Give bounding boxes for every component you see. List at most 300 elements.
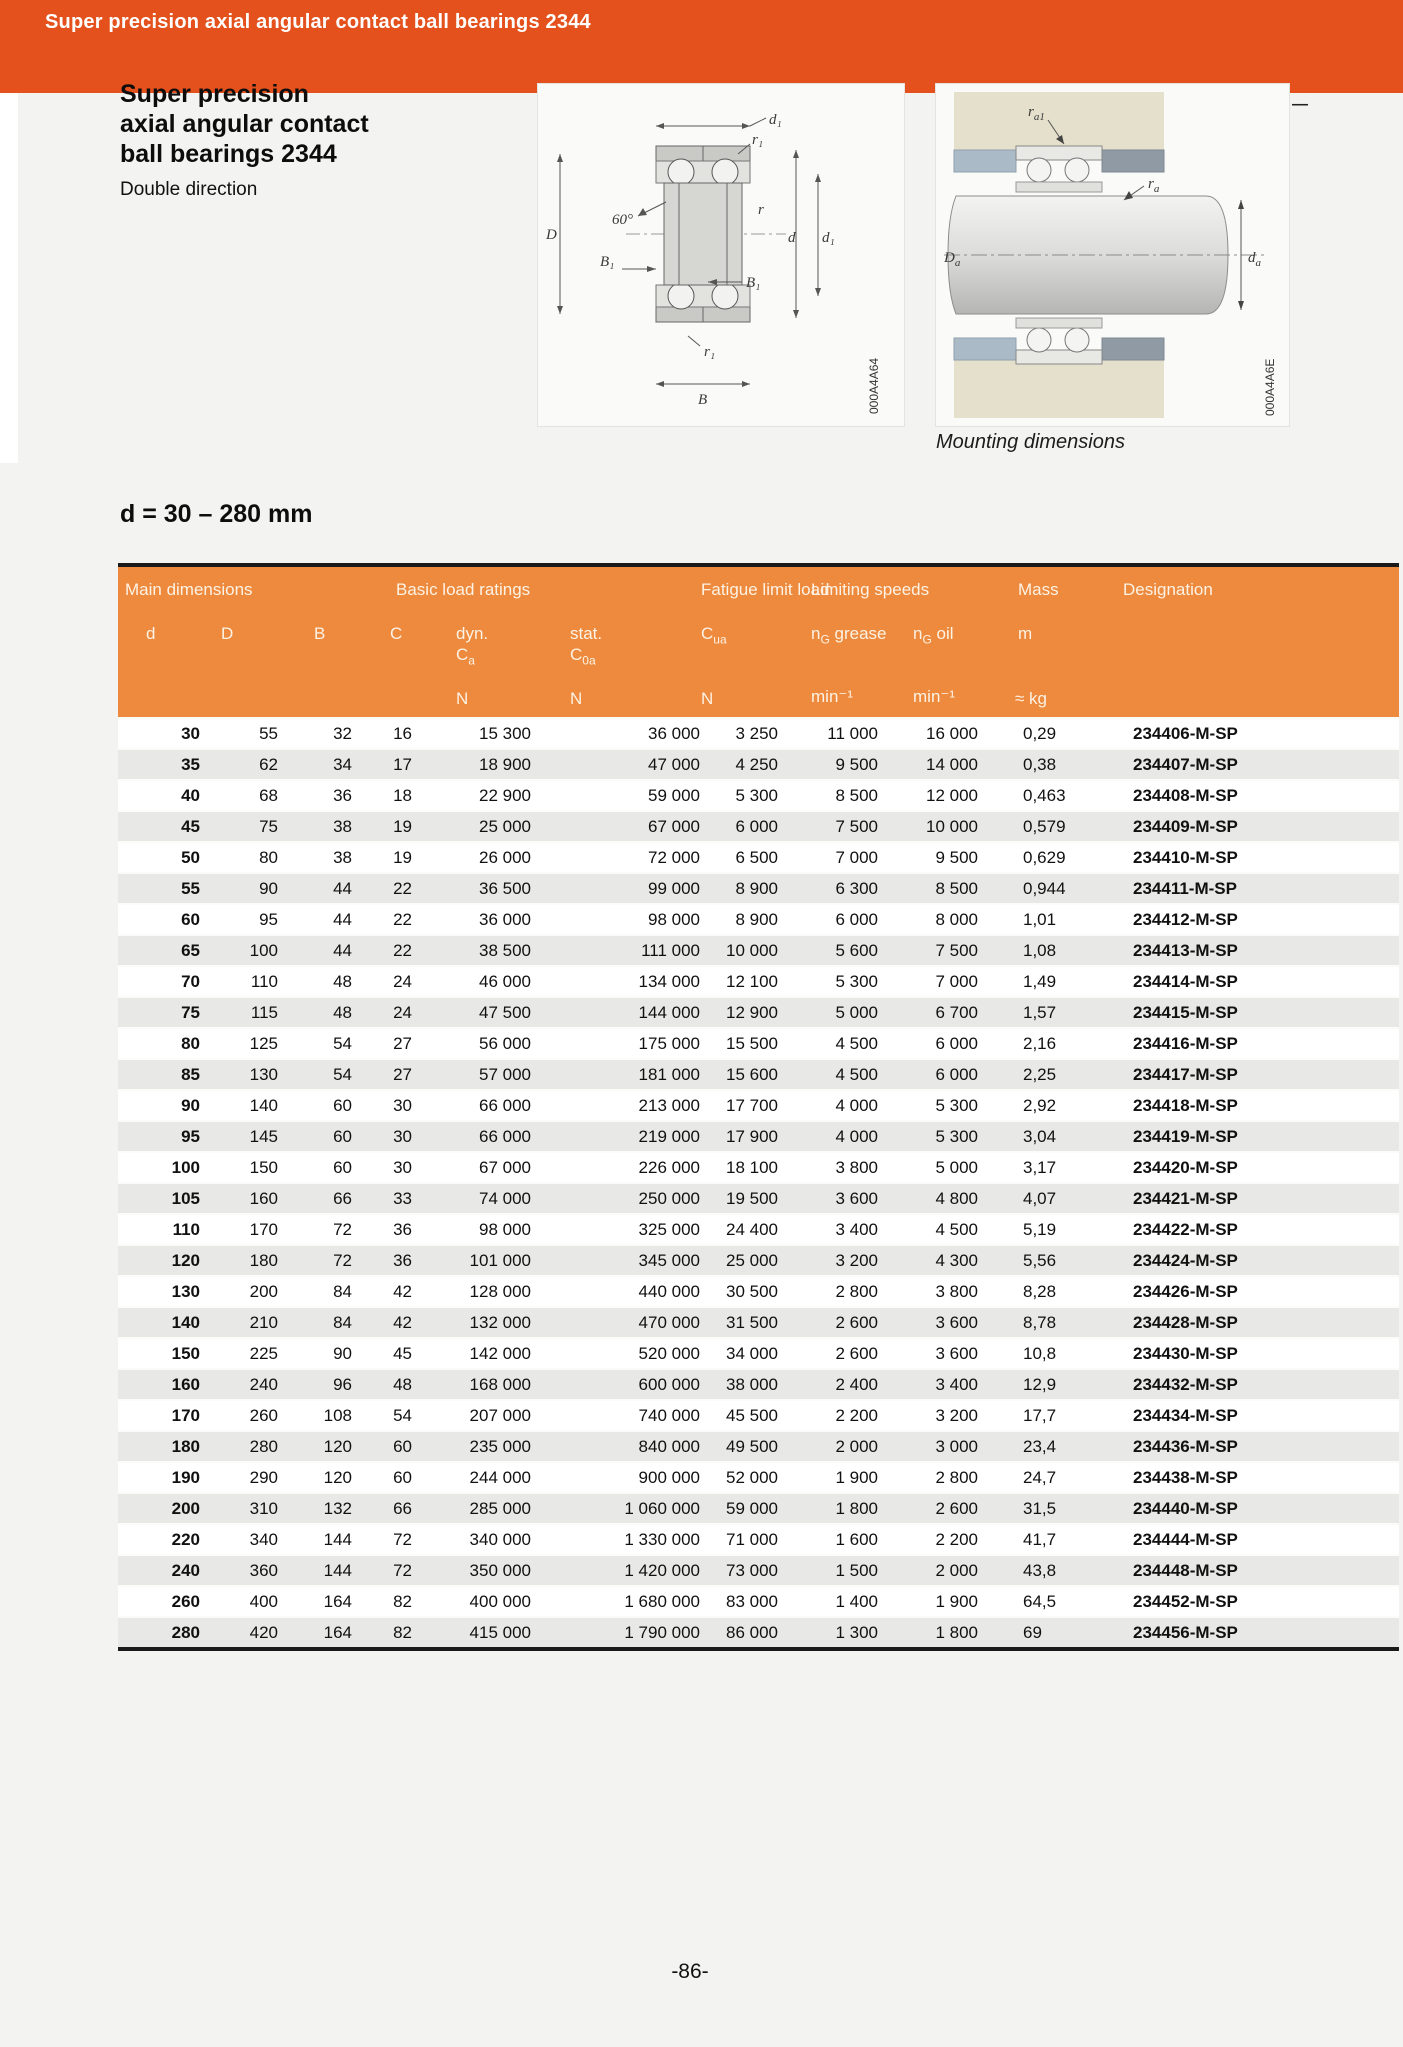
title-line-2: axial angular contact [120,110,369,138]
cell-cua: 4 250 [735,754,778,774]
cell-desig: 234448-M-SP [1133,1560,1238,1580]
cell-D: 310 [249,1498,278,1518]
cell-B: 48 [333,1002,352,1022]
cell-stat: 111 000 [641,940,700,960]
cell-grease: 2 600 [835,1343,878,1363]
cell-desig: 234456-M-SP [1133,1622,1238,1642]
dim-label-b: B [698,392,708,408]
cell-m: 64,5 [1023,1591,1057,1611]
cell-B: 132 [323,1498,352,1518]
cell-grease: 4 000 [835,1126,878,1146]
cell-B: 164 [323,1622,352,1642]
cell-oil: 3 800 [935,1281,978,1301]
cell-d: 220 [171,1529,200,1549]
cell-m: 5,19 [1023,1219,1057,1239]
cell-stat: 99 000 [648,878,700,898]
cell-stat: 219 000 [638,1126,700,1146]
cell-grease: 2 800 [835,1281,878,1301]
page-header-title: Super precision axial angular contact ball bearings 2344 [45,11,591,33]
cell-m: 12,9 [1023,1374,1057,1394]
cell-oil: 6 000 [935,1033,978,1053]
cell-m: 10,8 [1023,1343,1057,1363]
cell-m: 5,56 [1023,1250,1057,1270]
table-row [118,1213,1399,1244]
cell-d: 140 [171,1312,200,1332]
cell-C: 82 [393,1591,412,1611]
cell-m: 17,7 [1023,1405,1057,1425]
cell-D: 200 [249,1281,278,1301]
cell-D: 68 [259,785,278,805]
cell-B: 54 [333,1033,352,1053]
cell-m: 1,01 [1023,909,1057,929]
cell-desig: 234413-M-SP [1133,940,1238,960]
dim-label-d1-top: d₁ [769,112,782,128]
cell-cua: 15 600 [726,1064,778,1084]
table-row [118,717,1399,748]
col-header-C: C [390,624,403,643]
dim-label-contact-angle: 60° [612,212,633,228]
cell-stat: 900 000 [638,1467,700,1487]
cell-B: 38 [333,816,352,836]
cell-grease: 1 300 [835,1622,878,1642]
table-row [118,1430,1399,1461]
cell-stat: 213 000 [638,1095,700,1115]
cell-grease: 3 200 [835,1250,878,1270]
cell-C: 24 [393,1002,412,1022]
table-bottom-rule [118,1647,1399,1651]
cell-cua: 3 250 [735,723,778,743]
cell-d: 90 [181,1095,200,1115]
cell-m: 1,08 [1023,940,1057,960]
cell-cua: 24 400 [726,1219,778,1239]
cell-desig: 234410-M-SP [1133,847,1238,867]
cell-grease: 7 000 [835,847,878,867]
cell-grease: 2 200 [835,1405,878,1425]
cell-D: 62 [259,754,278,774]
cell-B: 60 [333,1157,352,1177]
cell-C: 60 [393,1436,412,1456]
cell-B: 54 [333,1064,352,1084]
cell-cua: 34 000 [726,1343,778,1363]
cell-stat: 740 000 [638,1405,700,1425]
cell-grease: 1 600 [835,1529,878,1549]
col-header-D: D [221,624,234,643]
cell-dyn: 26 000 [479,847,531,867]
cell-stat: 144 000 [638,1002,700,1022]
group-designation: Designation [1123,580,1213,599]
cell-C: 22 [393,940,412,960]
cell-cua: 12 900 [726,1002,778,1022]
cell-cua: 8 900 [735,878,778,898]
cell-grease: 2 400 [835,1374,878,1394]
cell-desig: 234428-M-SP [1133,1312,1238,1332]
cell-B: 44 [333,909,352,929]
cell-B: 164 [323,1591,352,1611]
cell-m: 43,8 [1023,1560,1057,1580]
cell-cua: 12 100 [726,971,778,991]
cell-dyn: 22 900 [479,785,531,805]
cell-desig: 234420-M-SP [1133,1157,1238,1177]
corner-dash-mark: — [1292,96,1308,113]
cell-dyn: 15 300 [479,723,531,743]
cell-cua: 59 000 [726,1498,778,1518]
dim-label-ra: $r_a$ [1148,176,1160,195]
cell-m: 0,38 [1023,754,1057,774]
table-row [118,872,1399,903]
cell-dyn: 47 500 [479,1002,531,1022]
table-row [118,1399,1399,1430]
cell-cua: 83 000 [726,1591,778,1611]
table-row [118,1368,1399,1399]
cell-D: 125 [249,1033,278,1053]
cell-desig: 234409-M-SP [1133,816,1238,836]
cell-stat: 181 000 [638,1064,700,1084]
cell-d: 240 [171,1560,200,1580]
cell-cua: 17 900 [726,1126,778,1146]
cell-stat: 1 680 000 [624,1591,700,1611]
cell-grease: 3 400 [835,1219,878,1239]
cell-stat: 1 330 000 [624,1529,700,1549]
col-header-stat-c0a: stat. $C_{0a}$ [570,624,603,668]
cell-d: 105 [171,1188,200,1208]
cell-m: 1,57 [1023,1002,1057,1022]
cell-oil: 5 300 [935,1095,978,1115]
cell-B: 120 [323,1467,352,1487]
table-row [118,1337,1399,1368]
cell-B: 44 [333,940,352,960]
cell-oil: 14 000 [926,754,978,774]
cell-cua: 31 500 [726,1312,778,1332]
cell-stat: 840 000 [638,1436,700,1456]
cell-oil: 7 000 [935,971,978,991]
cell-C: 48 [393,1374,412,1394]
cell-B: 90 [333,1343,352,1363]
cell-d: 80 [181,1033,200,1053]
cell-d: 120 [171,1250,200,1270]
dim-label-b1-left: B₁ [600,254,615,270]
cell-oil: 4 300 [935,1250,978,1270]
bearing-table [118,563,1399,1651]
cell-desig: 234432-M-SP [1133,1374,1238,1394]
table-row [118,1306,1399,1337]
cell-dyn: 285 000 [469,1498,531,1518]
table-header [118,567,1399,717]
cell-m: 8,28 [1023,1281,1057,1301]
cell-cua: 18 100 [726,1157,778,1177]
cell-stat: 47 000 [648,754,700,774]
cell-D: 210 [249,1312,278,1332]
cell-d: 55 [181,878,200,898]
unit-n-cua: N [701,689,714,708]
cell-C: 36 [393,1250,412,1270]
cell-C: 42 [393,1312,412,1332]
cell-D: 140 [249,1095,278,1115]
cell-D: 110 [250,971,278,991]
col-header-B: B [314,624,326,643]
table-row [118,1461,1399,1492]
cell-C: 42 [393,1281,412,1301]
cell-cua: 30 500 [726,1281,778,1301]
cell-grease: 4 000 [835,1095,878,1115]
cell-dyn: 244 000 [469,1467,531,1487]
group-main-dimensions: Main dimensions [125,580,253,599]
cell-grease: 4 500 [835,1033,878,1053]
cell-oil: 12 000 [926,785,978,805]
cell-grease: 4 500 [835,1064,878,1084]
col-header-cua: $C_{ua}$ [701,624,727,647]
cell-B: 44 [333,878,352,898]
cell-D: 95 [259,909,278,929]
cell-C: 33 [393,1188,412,1208]
cell-d: 200 [171,1498,200,1518]
group-mass: Mass [1018,580,1059,599]
cell-C: 45 [393,1343,412,1363]
cell-cua: 8 900 [735,909,778,929]
cell-dyn: 207 000 [469,1405,531,1425]
cell-m: 2,25 [1023,1064,1057,1084]
cell-C: 19 [393,816,412,836]
cell-cua: 15 500 [726,1033,778,1053]
figure-code-right: 000A4A6E [1263,358,1277,416]
cell-grease: 5 600 [835,940,878,960]
cell-oil: 3 400 [935,1374,978,1394]
cell-dyn: 56 000 [479,1033,531,1053]
cell-stat: 134 000 [638,971,700,991]
cell-oil: 5 300 [935,1126,978,1146]
unit-n-stat: N [570,689,583,708]
table-row [118,810,1399,841]
group-basic-load-ratings: Basic load ratings [396,580,531,599]
cell-cua: 73 000 [726,1560,778,1580]
table-row [118,1058,1399,1089]
cell-stat: 98 000 [648,909,700,929]
cell-m: 3,04 [1023,1126,1057,1146]
dim-label-d: d [788,230,796,246]
cell-d: 85 [181,1064,200,1084]
cell-cua: 25 000 [726,1250,778,1270]
cell-B: 144 [323,1560,352,1580]
cell-desig: 234452-M-SP [1133,1591,1238,1611]
cell-d: 110 [172,1219,200,1239]
cell-grease: 5 000 [835,1002,878,1022]
cell-grease: 1 400 [835,1591,878,1611]
cell-m: 2,92 [1023,1095,1057,1115]
cell-m: 0,944 [1023,878,1066,898]
table-row [118,1089,1399,1120]
cell-stat: 226 000 [638,1157,700,1177]
cell-d: 170 [171,1405,200,1425]
cell-B: 60 [333,1095,352,1115]
cell-dyn: 350 000 [469,1560,531,1580]
cell-dyn: 415 000 [469,1622,531,1642]
mounting-figure [935,83,1290,427]
cell-cua: 52 000 [726,1467,778,1487]
cell-desig: 234407-M-SP [1133,754,1238,774]
cell-D: 180 [249,1250,278,1270]
cell-dyn: 132 000 [469,1312,531,1332]
cell-grease: 3 600 [835,1188,878,1208]
cell-grease: 3 800 [835,1157,878,1177]
cell-m: 2,16 [1023,1033,1057,1053]
cell-oil: 6 700 [935,1002,978,1022]
cell-D: 420 [249,1622,278,1642]
cell-desig: 234419-M-SP [1133,1126,1238,1146]
cell-desig: 234444-M-SP [1133,1529,1238,1549]
cell-C: 66 [393,1498,412,1518]
cell-stat: 67 000 [648,816,700,836]
cell-stat: 440 000 [638,1281,700,1301]
cell-B: 32 [333,723,352,743]
cell-C: 54 [393,1405,412,1425]
table-row [118,903,1399,934]
unit-min-oil: min⁻¹ [913,687,956,706]
cell-grease: 1 900 [835,1467,878,1487]
cell-stat: 345 000 [638,1250,700,1270]
cell-oil: 2 600 [935,1498,978,1518]
cell-D: 150 [249,1157,278,1177]
dim-label-outer-dia: D [546,227,557,243]
cell-C: 30 [393,1157,412,1177]
cell-desig: 234414-M-SP [1133,971,1238,991]
cell-B: 48 [333,971,352,991]
table-row [118,996,1399,1027]
cell-B: 72 [333,1219,352,1239]
cell-d: 95 [181,1126,200,1146]
cell-desig: 234418-M-SP [1133,1095,1238,1115]
cell-m: 24,7 [1023,1467,1057,1487]
cell-m: 23,4 [1023,1436,1057,1456]
cell-d: 45 [181,816,200,836]
cell-B: 38 [333,847,352,867]
col-header-d: d [146,624,156,643]
cell-D: 290 [249,1467,278,1487]
cell-desig: 234440-M-SP [1133,1498,1238,1518]
cell-B: 84 [333,1281,352,1301]
cell-cua: 71 000 [726,1529,778,1549]
cell-oil: 3 200 [935,1405,978,1425]
cell-grease: 1 500 [835,1560,878,1580]
cell-d: 160 [171,1374,200,1394]
cell-grease: 2 600 [835,1312,878,1332]
cell-stat: 1 790 000 [624,1622,700,1642]
cell-C: 82 [393,1622,412,1642]
cell-D: 170 [249,1219,278,1239]
cell-D: 160 [249,1188,278,1208]
cell-oil: 2 200 [935,1529,978,1549]
cell-B: 144 [323,1529,352,1549]
cell-D: 400 [249,1591,278,1611]
cell-d: 100 [171,1157,200,1177]
cell-dyn: 400 000 [469,1591,531,1611]
cell-dyn: 38 500 [479,940,531,960]
cell-m: 0,463 [1023,785,1066,805]
cell-grease: 5 300 [835,971,878,991]
col-header-m: m [1018,624,1033,643]
unit-min-grease: min⁻¹ [811,687,854,706]
cell-desig: 234436-M-SP [1133,1436,1238,1456]
dim-label-da: $d_a$ [1248,250,1261,269]
cell-oil: 3 600 [935,1312,978,1332]
cell-B: 60 [333,1126,352,1146]
cell-stat: 520 000 [638,1343,700,1363]
cell-cua: 49 500 [726,1436,778,1456]
cell-D: 145 [249,1126,278,1146]
cell-dyn: 235 000 [469,1436,531,1456]
cell-C: 16 [393,723,412,743]
dim-label-r1-top: r₁ [752,132,764,148]
title-line-3: ball bearings 2344 [120,140,337,168]
cell-oil: 3 000 [935,1436,978,1456]
cell-cua: 6 500 [735,847,778,867]
table-row [118,1554,1399,1585]
cell-d: 130 [171,1281,200,1301]
table-row [118,1492,1399,1523]
cell-C: 72 [393,1560,412,1580]
cell-m: 41,7 [1023,1529,1057,1549]
cell-B: 108 [323,1405,352,1425]
cell-grease: 6 000 [835,909,878,929]
cell-stat: 470 000 [638,1312,700,1332]
cell-C: 22 [393,909,412,929]
cell-d: 30 [181,723,200,743]
page-number: -86- [671,1960,709,1983]
cell-D: 100 [249,940,278,960]
cell-grease: 2 000 [835,1436,878,1456]
cell-m: 8,78 [1023,1312,1057,1332]
cell-oil: 8 500 [935,878,978,898]
mounting-drawing [936,84,1289,426]
mounting-dimensions-caption: Mounting dimensions [936,431,1125,453]
cell-d: 190 [171,1467,200,1487]
bore-range-heading: d = 30 – 280 mm [120,500,313,528]
cell-D: 280 [249,1436,278,1456]
table-row [118,1120,1399,1151]
title-block [120,79,369,201]
unit-n-dyn: N [456,689,469,708]
cell-desig: 234434-M-SP [1133,1405,1238,1425]
cell-stat: 59 000 [648,785,700,805]
bearing-section-drawing [538,84,906,428]
group-fatigue-limit-load: Fatigue limit load [701,580,830,599]
cell-grease: 8 500 [835,785,878,805]
cell-B: 66 [333,1188,352,1208]
title-line-1: Super precision [120,80,309,108]
cell-C: 22 [393,878,412,898]
cell-dyn: 46 000 [479,971,531,991]
cell-dyn: 74 000 [479,1188,531,1208]
cell-C: 72 [393,1529,412,1549]
cell-cua: 6 000 [735,816,778,836]
table-row [118,779,1399,810]
cell-D: 240 [249,1374,278,1394]
cell-B: 72 [333,1250,352,1270]
cell-desig: 234416-M-SP [1133,1033,1238,1053]
col-header-dyn-ca: dyn. $C_a$ [456,624,489,668]
bearing-section-figure [537,83,905,427]
col-header-ng-oil: $n_G$ oil [913,624,954,647]
cell-desig: 234422-M-SP [1133,1219,1238,1239]
cell-dyn: 142 000 [469,1343,531,1363]
cell-desig: 234430-M-SP [1133,1343,1238,1363]
cell-desig: 234408-M-SP [1133,785,1238,805]
cell-d: 280 [171,1622,200,1642]
cell-d: 40 [181,785,200,805]
cell-D: 225 [249,1343,278,1363]
cell-grease: 6 300 [835,878,878,898]
cell-dyn: 36 000 [479,909,531,929]
cell-C: 24 [393,971,412,991]
table-row [118,1585,1399,1616]
